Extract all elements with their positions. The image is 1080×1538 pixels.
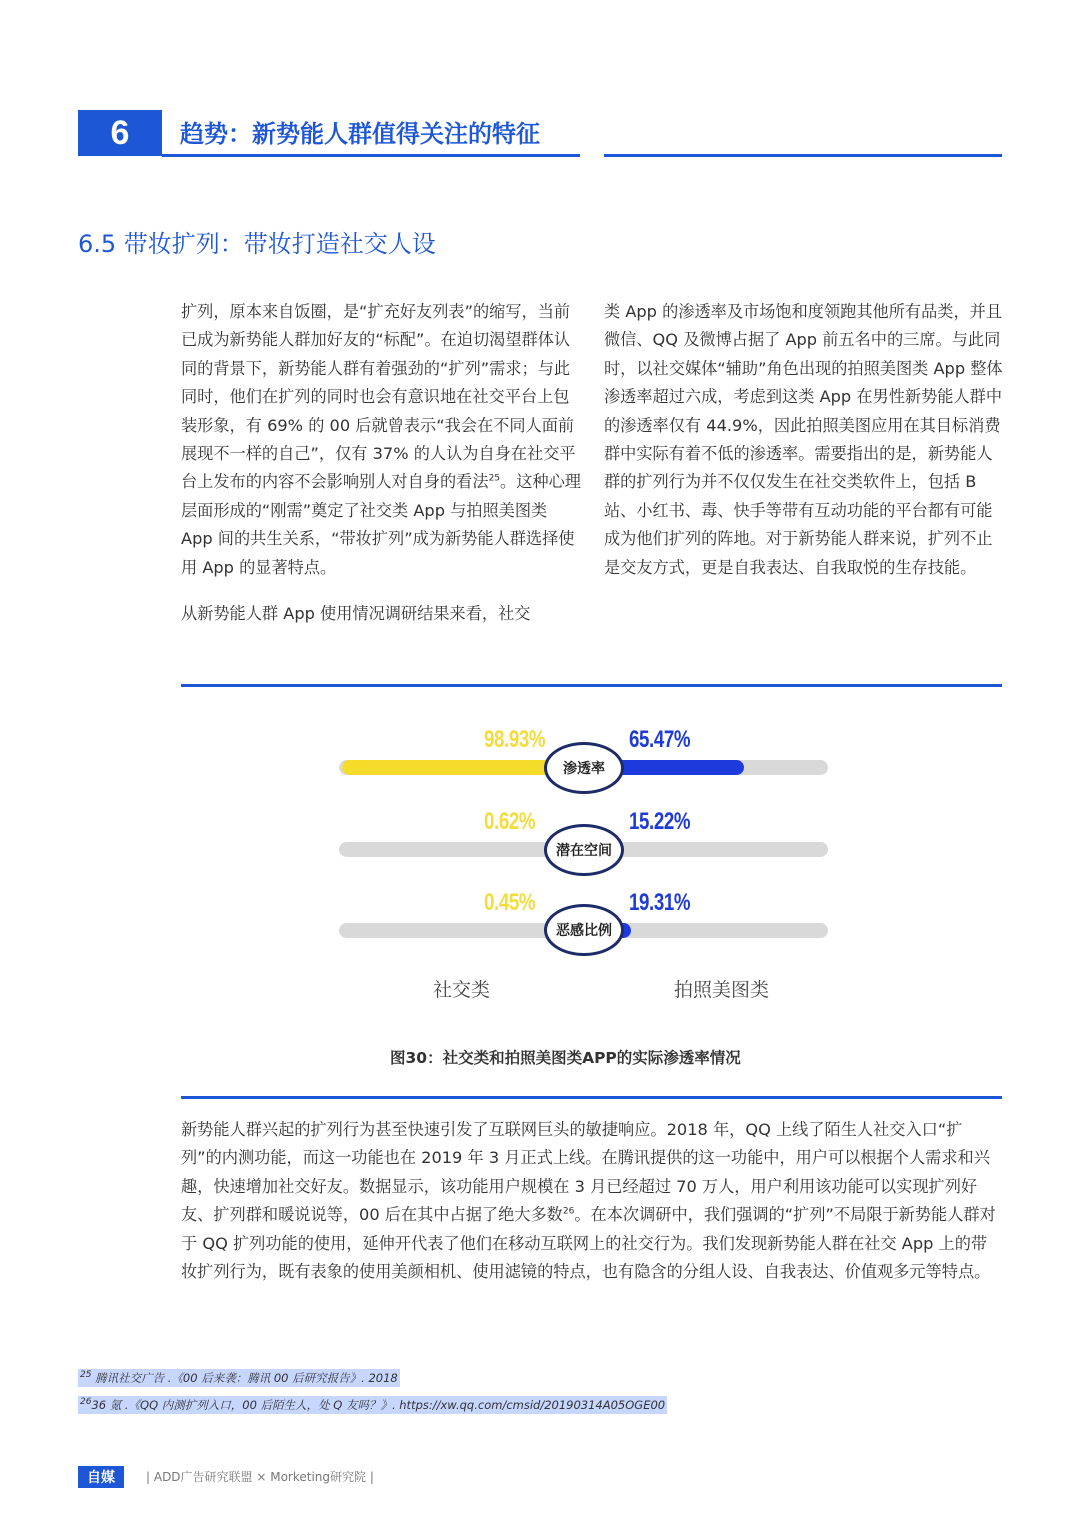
value-label-photo: 19.31% [629, 889, 691, 916]
category-label: 恶感比例 [544, 904, 624, 956]
brand-badge: 自媒 [78, 1466, 124, 1488]
chapter-title: 趋势：新势能人群值得关注的特征 [180, 120, 540, 148]
paragraph-text: 。这种心理层面形成的“刚需”奠定了社交类 App 与拍照美图类 App 间的共生关系，“带妆扩列”成为新势能人群选择使用 App 的显著特点。 [181, 472, 581, 577]
series-label-photo: 拍照美图类 [674, 979, 770, 1001]
figure-bottom-rule [181, 1096, 1002, 1099]
series-label-social: 社交类 [433, 979, 491, 1001]
paragraph [181, 1116, 1003, 1286]
section-title: 6.5 带妆扩列：带妆打造社交人设 [78, 230, 436, 258]
value-label-photo: 15.22% [629, 808, 691, 835]
footnote-number: 26 [80, 1397, 92, 1408]
chapter-divider-left [162, 154, 580, 157]
value-label-photo: 65.47% [629, 726, 691, 753]
chapter-number: 6 [78, 110, 162, 156]
body-column-left [181, 298, 581, 628]
figure-top-rule [181, 684, 1002, 687]
paragraph-text: 扩列，原本来自饭圈，是“扩充好友列表”的缩写，当前已成为新势能人群加好友的“标配”。在迫切渴望群体认同的背景下，新势能人群有着强劲的“扩列”需求；与此同时，他们在扩列的同时也会有意识地在社交平台上包装形象，有 69% 的 00 后就曾表示“我会在不同人面前展现不一样的自己”，仅有 37% 的人认为自身在社交平台上发布的内容不会影响别人对自身的看法 [181, 302, 576, 492]
footnote [78, 1396, 667, 1414]
value-label-social: 98.93% [484, 726, 546, 753]
chapter-divider-right [604, 154, 1002, 157]
paragraph: 类 App 的渗透率及市场饱和度领跑其他所有品类，并且微信、QQ 及微博占据了 App 前五名中的三席。与此同时，以社交媒体“辅助”角色出现的拍照美图类 App 整体渗透率超过六成，考虑到这类 App 在男性新势能人群中的渗透率仅有 44.9%，因此拍照美图应用在其目标消费群中实际有着不低的渗透率。需要指出的是，新势能人群的扩列行为并不仅仅发生在社交类软件上，包括 B 站、小红书、毒、快手等带有互动功能的平台都有可能成为他们扩列的阵地。对于新势能人群来说，扩列不止是交友方式，更是自我表达、自我取悦的生存技能。 [604, 302, 1003, 577]
paragraph-text: 。在本次调研中，我们强调的“扩列”不局限于新势能人群对于 QQ 扩列功能的使用，延伸开代表了他们在移动互联网上的社交行为。我们发现新势能人群在社交 App 上的带妆扩列行为，既有表象的使用美颜相机、使用滤镜的特点，也有隐含的分组人设、自我表达、价值观多元等特点。 [181, 1205, 996, 1282]
value-label-social: 0.45% [484, 889, 536, 916]
footnote-ref[interactable]: 26 [562, 1206, 575, 1217]
category-label: 渗透率 [544, 742, 624, 794]
paragraph [181, 298, 581, 582]
category-label: 潜在空间 [544, 824, 624, 876]
value-label-social: 0.62% [484, 808, 536, 835]
footnote [78, 1369, 400, 1387]
footnote-ref[interactable]: 25 [488, 474, 501, 485]
footnote-number: 25 [80, 1370, 92, 1381]
paragraph: 从新势能人群 App 使用情况调研结果来看，社交 [181, 604, 531, 624]
footnote-text: 腾讯社交广告 .《00 后来袭：腾讯 00 后研究报告》. 2018 [95, 1371, 398, 1385]
footer-publisher: | ADD广告研究联盟 × Morketing研究院 | [146, 1470, 374, 1484]
paragraph-text: 新势能人群兴起的扩列行为甚至快速引发了互联网巨头的敏捷响应。2018 年，QQ 上线了陌生人社交入口“扩列”的内测功能，而这一功能也在 2019 年 3 月正式上线。在腾讯提供的这一功能中，用户可以根据个人需求和兴趣，快速增加社交好友。数据显示，该功能用户规模在 3 月已经超过 70 万人，用户利用该功能可以实现扩列好友、扩列群和暖说说等，00 后在其中占据了绝大多数 [181, 1120, 990, 1225]
figure-caption: 图30：社交类和拍照美图类APP的实际渗透率情况 [390, 1049, 741, 1067]
footnote-text[interactable]: 36 氪 .《QQ 内测扩列入口，00 后陌生人，处 Q 友吗？》. https://xw.qq.com/cmsid/20190314A05OGE00 [91, 1398, 666, 1412]
body-column-right [604, 298, 1004, 582]
